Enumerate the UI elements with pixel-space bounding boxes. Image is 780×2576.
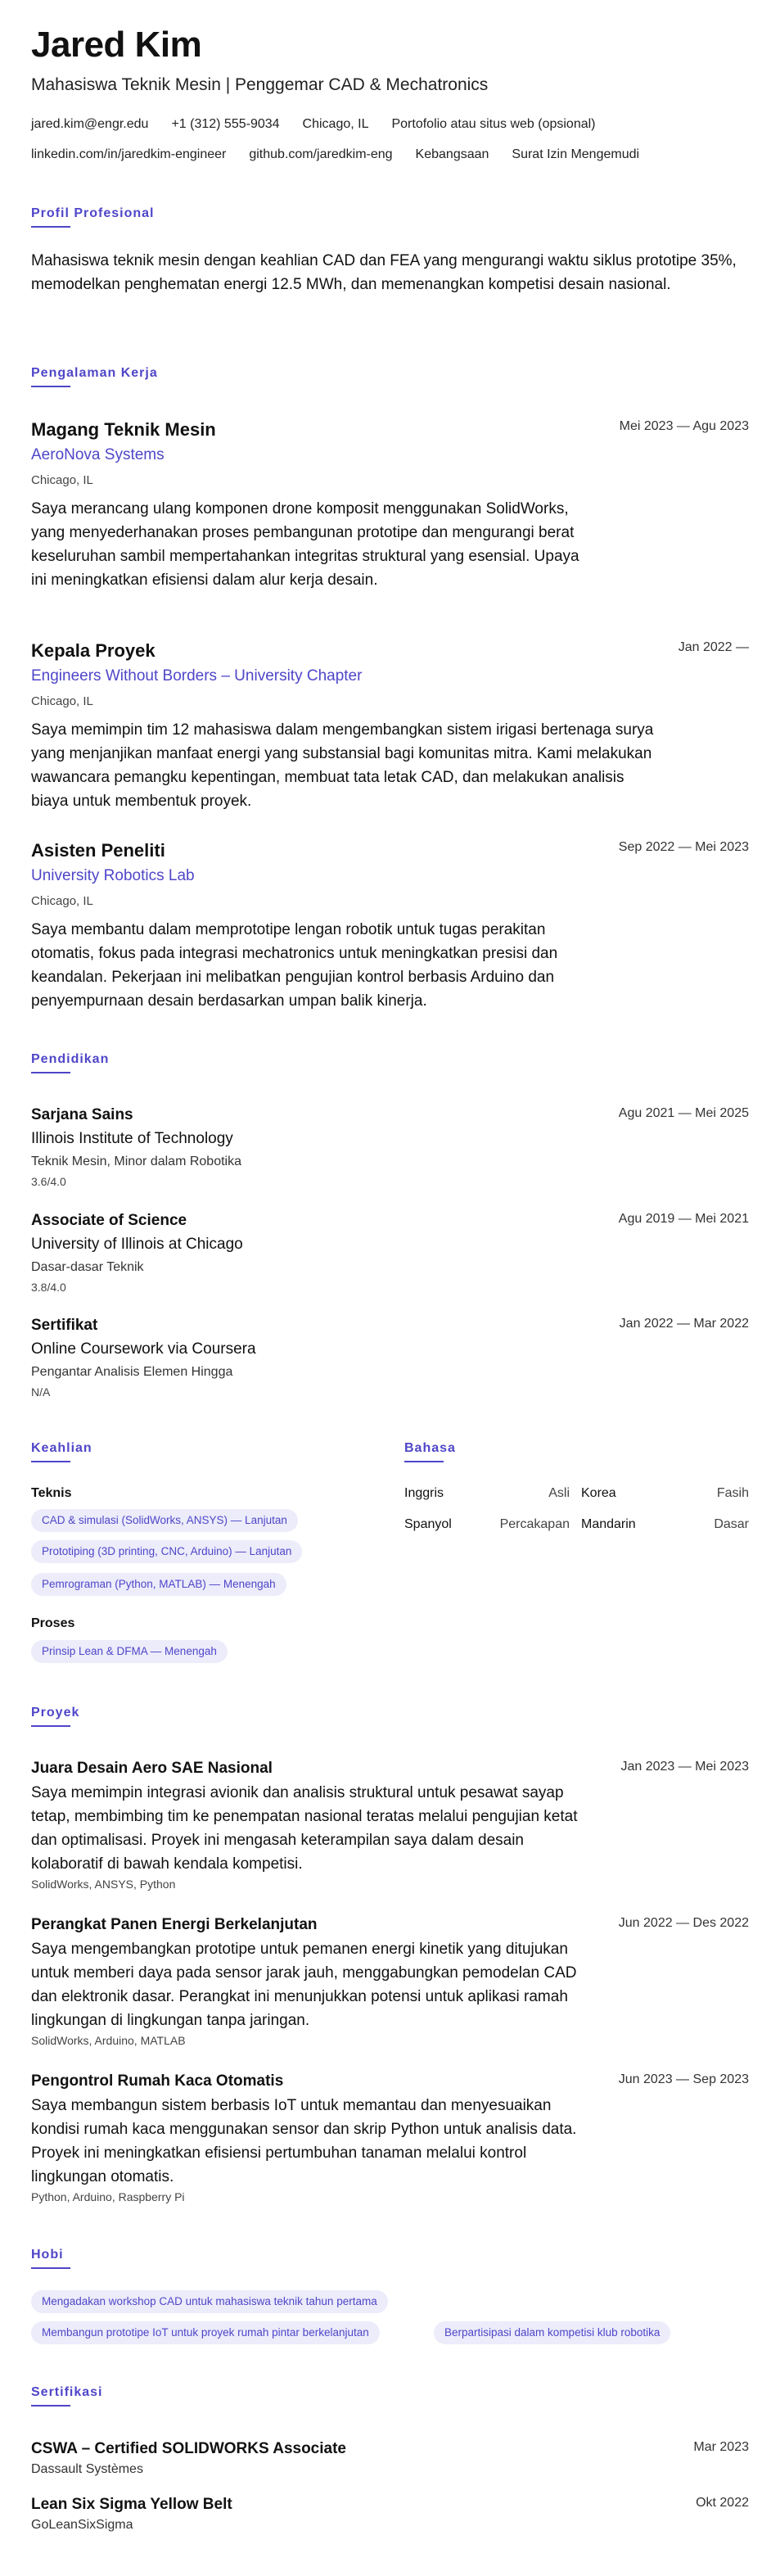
section-divider — [31, 1725, 70, 1727]
education-dates: Jan 2022 — Mar 2022 — [619, 1317, 749, 1331]
job-location: Chicago, IL — [31, 694, 93, 708]
job-location: Chicago, IL — [31, 894, 93, 908]
contact-row-2 — [31, 147, 639, 162]
profile-summary: Mahasiswa teknik mesin dengan keahlian CAD dan FEA yang mengurangi waktu siklus prototipe 35%, memodelkan penghematan energi 12.5 MWh, dan memenangkan kompetisi desain nasional. — [31, 252, 737, 293]
section-divider — [31, 2405, 70, 2407]
section-title-hobbies: Hobi — [31, 2248, 64, 2262]
project-description: Saya mengembangkan prototipe untuk pemanen energi kinetik yang ditujukan untuk memberi daya pada sensor jarak jauh, menggabungkan pemodelan CAD dan elektronik dasar. Perangkat ini menunjukkan potensi untuk aplikasi ramah lingkungan di lingkungan tanpa jaringan. — [31, 1941, 577, 2029]
contact-linkedin[interactable]: linkedin.com/in/jaredkim-engineer — [31, 147, 227, 161]
section-title-certifications: Sertifikasi — [31, 2385, 103, 2399]
hobby-pill: Berpartisipasi dalam kompetisi klub robotika — [434, 2321, 670, 2344]
language-level: Percakapan — [499, 1517, 570, 1531]
language-level: Fasih — [716, 1486, 749, 1500]
language-name: Mandarin — [581, 1517, 636, 1531]
education-school: Online Coursework via Coursera — [31, 1340, 256, 1358]
section-divider — [31, 1072, 70, 1073]
job-description: Saya memimpin tim 12 mahasiswa dalam mengembangkan sistem irigasi bertenaga surya yang menjanjikan manfaat energi yang substansial bagi komunitas mitra. Kami melakukan wawancara pemangku kepentingan, membuat tata letak CAD, dan melakukan analisis biaya untuk membentuk proyek. — [31, 721, 654, 810]
project-dates: Jun 2023 — Sep 2023 — [618, 2072, 749, 2086]
candidate-name: Jared Kim — [31, 25, 202, 65]
contact-location: Chicago, IL — [302, 117, 369, 131]
section-title-experience: Pengalaman Kerja — [31, 366, 158, 380]
contact-row-1 — [31, 117, 596, 132]
section-title-education: Pendidikan — [31, 1052, 110, 1066]
candidate-headline: Mahasiswa Teknik Mesin | Penggemar CAD & Mechatronics — [31, 75, 489, 94]
education-field: Dasar-dasar Teknik — [31, 1260, 144, 1274]
education-dates: Agu 2021 — Mei 2025 — [618, 1106, 749, 1120]
job-company[interactable]: University Robotics Lab — [31, 867, 195, 884]
job-company[interactable]: AeroNova Systems — [31, 446, 165, 463]
section-divider — [31, 2267, 70, 2269]
job-role: Kepala Proyek — [31, 640, 156, 661]
project-description: Saya membangun sistem berbasis IoT untuk memantau dan menyesuaikan kondisi rumah kaca menggunakan sensor dan skrip Python untuk analisis data. Proyek ini meningkatkan efisiensi pertumbuhan tanaman melalui kontrol lingkungan otomatis. — [31, 2097, 577, 2185]
certification-name: Lean Six Sigma Yellow Belt — [31, 2496, 232, 2513]
language-level: Dasar — [714, 1517, 749, 1531]
project-tech: Python, Arduino, Raspberry Pi — [31, 2190, 185, 2203]
skill-pill: CAD & simulasi (SolidWorks, ANSYS) — Lanjutan — [31, 1509, 298, 1532]
project-dates: Jun 2022 — Des 2022 — [618, 1916, 749, 1930]
project-description: Saya memimpin integrasi avionik dan analisis struktural untuk pesawat sayap tetap, membimbing tim ke penempatan nasional teratas melalui pengujian ketat dan optimalisasi. Proyek ini mengasah keterampilan saya dalam desain kolaboratif di bawah kendala kompetisi. — [31, 1784, 578, 1873]
project-dates: Jan 2023 — Mei 2023 — [620, 1760, 749, 1774]
job-description: Saya merancang ulang komponen drone komposit menggunakan SolidWorks, yang menyederhanakan proses pembangunan prototipe dan mengurangi berat keseluruhan sambil mempertahankan integritas struktural yang esensial. Upaya ini meningkatkan efisiensi dalam alur kerja desain. — [31, 500, 579, 589]
education-gpa: 3.8/4.0 — [31, 1281, 66, 1294]
certification-date: Okt 2022 — [696, 2496, 749, 2510]
job-dates: Jan 2022 — — [678, 640, 749, 654]
education-gpa: N/A — [31, 1385, 51, 1399]
skill-pill: Pemrograman (Python, MATLAB) — Menengah — [31, 1573, 286, 1596]
job-role: Magang Teknik Mesin — [31, 419, 216, 440]
education-degree: Sarjana Sains — [31, 1106, 133, 1123]
certification-issuer: GoLeanSixSigma — [31, 2518, 133, 2532]
education-gpa: 3.6/4.0 — [31, 1175, 66, 1188]
section-divider — [31, 1461, 70, 1462]
job-location: Chicago, IL — [31, 473, 93, 487]
section-divider — [31, 386, 70, 387]
hobby-pill: Mengadakan workshop CAD untuk mahasiswa teknik tahun pertama — [31, 2290, 388, 2313]
section-title-profile: Profil Profesional — [31, 206, 155, 220]
skill-pill: Prototiping (3D printing, CNC, Arduino) — Lanjutan — [31, 1540, 302, 1563]
education-degree: Associate of Science — [31, 1212, 187, 1229]
job-dates: Sep 2022 — Mei 2023 — [618, 840, 749, 854]
contact-github[interactable]: github.com/jaredkim-eng — [249, 147, 393, 161]
project-name: Pengontrol Rumah Kaca Otomatis — [31, 2072, 284, 2090]
skill-group-title: Teknis — [31, 1486, 72, 1500]
job-role: Asisten Peneliti — [31, 840, 165, 861]
project-tech: SolidWorks, ANSYS, Python — [31, 1878, 176, 1891]
section-divider — [31, 226, 70, 228]
section-title-languages: Bahasa — [404, 1441, 456, 1455]
education-school: University of Illinois at Chicago — [31, 1236, 243, 1253]
education-degree: Sertifikat — [31, 1317, 98, 1334]
education-field: Pengantar Analisis Elemen Hingga — [31, 1365, 233, 1379]
language-name: Spanyol — [404, 1517, 452, 1531]
certification-issuer: Dassault Systèmes — [31, 2462, 143, 2476]
education-dates: Agu 2019 — Mei 2021 — [618, 1212, 749, 1226]
project-name: Perangkat Panen Energi Berkelanjutan — [31, 1916, 318, 1933]
language-level: Asli — [548, 1486, 570, 1500]
job-description: Saya membantu dalam memprototipe lengan robotik untuk tugas perakitan otomatis, fokus pada integrasi mechatronics untuk meningkatkan presisi dan keandalan. Pekerjaan ini melibatkan pengujian kontrol berbasis Arduino dan penyempurnaan desain berdasarkan umpan balik kinerja. — [31, 921, 558, 1010]
contact-nationality: Kebangsaan — [415, 147, 489, 161]
job-company[interactable]: Engineers Without Borders – University Chapter — [31, 667, 363, 685]
project-name: Juara Desain Aero SAE Nasional — [31, 1760, 273, 1777]
project-tech: SolidWorks, Arduino, MATLAB — [31, 2034, 186, 2047]
skill-group-title: Proses — [31, 1616, 75, 1630]
contact-driving-license: Surat Izin Mengemudi — [512, 147, 640, 161]
hobby-pill: Membangun prototipe IoT untuk proyek rumah pintar berkelanjutan — [31, 2321, 380, 2344]
education-field: Teknik Mesin, Minor dalam Robotika — [31, 1155, 241, 1168]
job-dates: Mei 2023 — Agu 2023 — [619, 419, 749, 433]
language-name: Korea — [581, 1486, 616, 1500]
education-school: Illinois Institute of Technology — [31, 1130, 233, 1147]
section-title-skills: Keahlian — [31, 1441, 92, 1455]
certification-date: Mar 2023 — [693, 2440, 749, 2454]
language-name: Inggris — [404, 1486, 444, 1500]
section-divider — [404, 1461, 444, 1462]
certification-name: CSWA – Certified SOLIDWORKS Associate — [31, 2440, 346, 2457]
contact-phone[interactable]: +1 (312) 555-9034 — [171, 117, 280, 131]
contact-email[interactable]: jared.kim@engr.edu — [31, 117, 149, 131]
skill-pill: Prinsip Lean & DFMA — Menengah — [31, 1640, 228, 1663]
section-title-projects: Proyek — [31, 1706, 80, 1720]
contact-portfolio[interactable]: Portofolio atau situs web (opsional) — [391, 117, 596, 131]
